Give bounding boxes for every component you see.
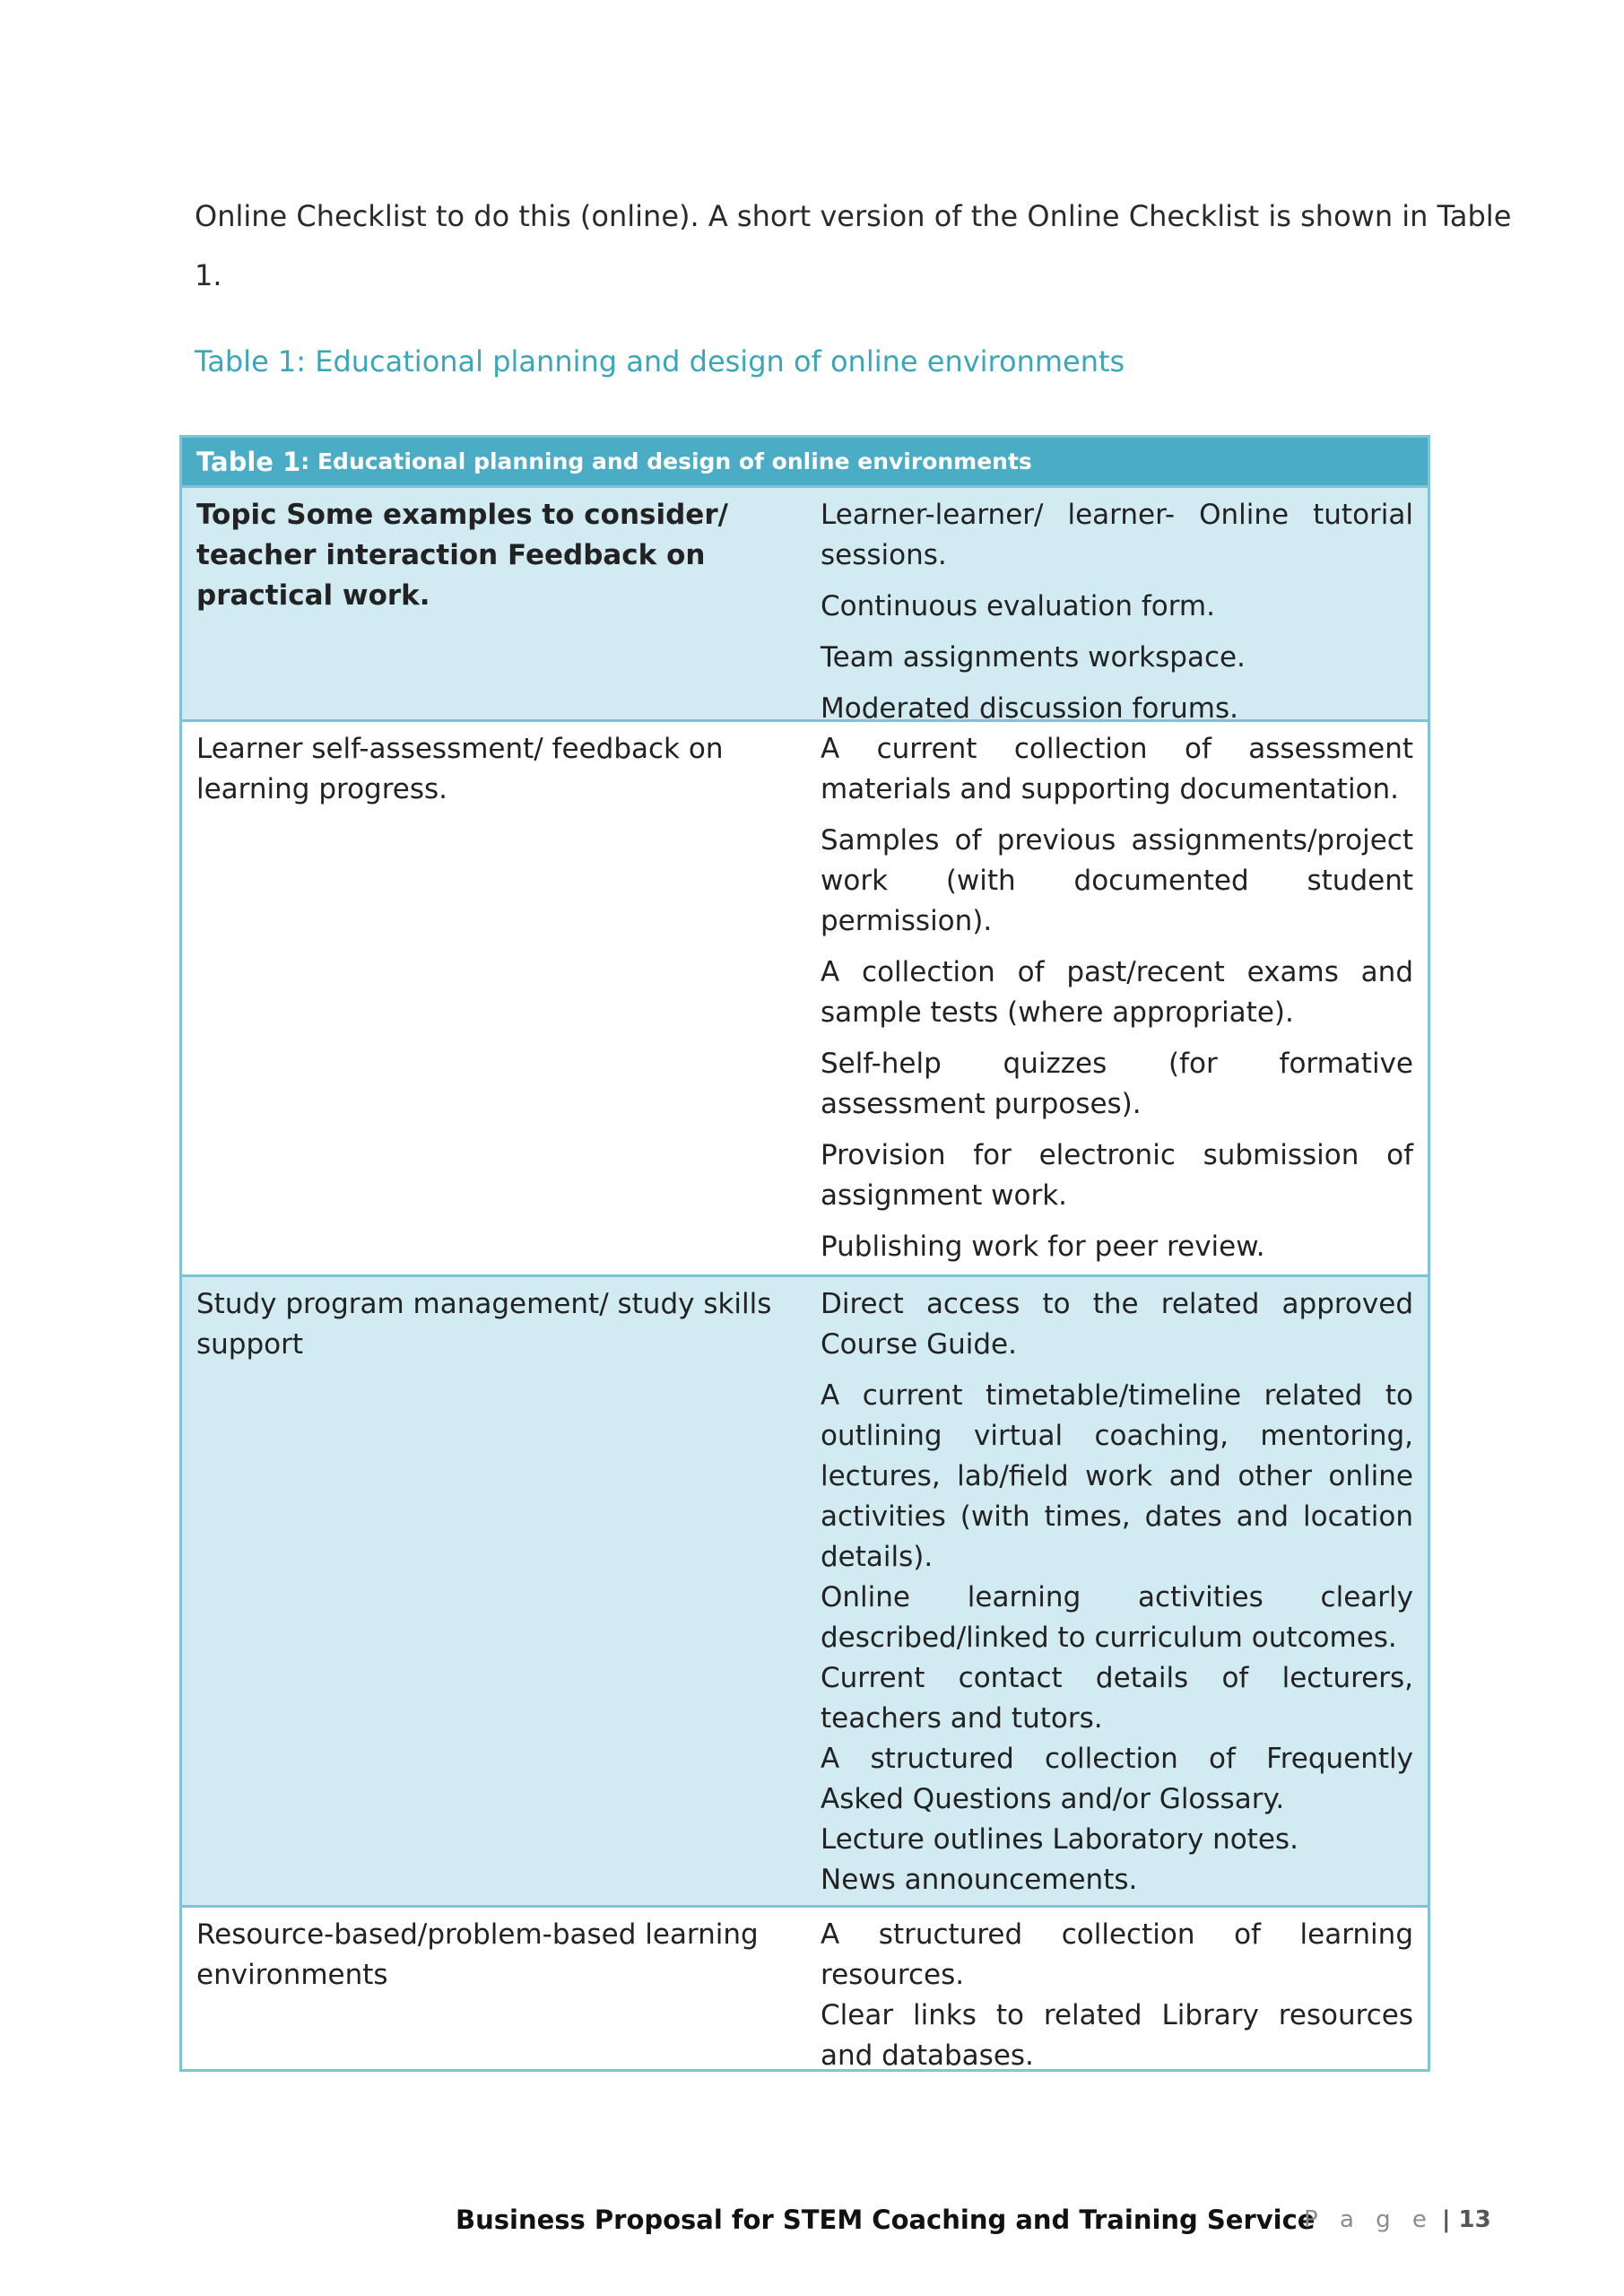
example-item: A current timetable/timeline related to outlining virtual coaching, mentoring, lectures, lab/field work and other online activities (with times, dates and location details). bbox=[821, 1379, 1413, 1573]
example-item: Current contact details of lecturers, teachers and tutors. bbox=[821, 1662, 1413, 1735]
example-item: A structured collection of Frequently Asked Questions and/or Glossary. bbox=[821, 1743, 1413, 1815]
intro-line-2: 1. bbox=[195, 258, 222, 292]
table-caption: Table 1: Educational planning and design of online environments bbox=[195, 344, 1125, 378]
table-row bbox=[182, 1274, 1428, 1905]
example-item: Provision for electronic submission of assignment work. bbox=[821, 1139, 1413, 1212]
example-item: A collection of past/recent exams and sample tests (where appropriate). bbox=[821, 956, 1413, 1029]
example-item: Samples of previous assignments/project work (with documented student permission). bbox=[821, 824, 1413, 937]
table-header-title: : Educational planning and design of online environments bbox=[300, 448, 1032, 474]
example-item: Clear links to related Library resources and databases. bbox=[821, 1999, 1413, 2069]
examples-cell bbox=[810, 722, 1428, 1274]
example-item: Self-help quizzes (for formative assessment purposes). bbox=[821, 1048, 1413, 1120]
table-header bbox=[182, 438, 1428, 488]
checklist-table bbox=[179, 435, 1430, 2072]
example-item: Online learning activities clearly described/linked to curriculum outcomes. bbox=[821, 1581, 1413, 1654]
table-row bbox=[182, 1905, 1428, 2069]
intro-paragraph bbox=[195, 187, 1512, 305]
topic-cell: Resource-based/problem-based learning environments bbox=[196, 1918, 759, 1991]
example-item: Publishing work for peer review. bbox=[821, 1231, 1265, 1263]
page-label: P a g e bbox=[1304, 2206, 1434, 2233]
example-item: Moderated discussion forums. bbox=[821, 692, 1238, 719]
table-row bbox=[182, 488, 1428, 719]
table-header-lead: Table 1 bbox=[196, 446, 301, 477]
topic-cell: Topic Some examples to consider/ teacher interaction Feedback on practical work. bbox=[196, 499, 728, 612]
example-item: A structured collection of learning resources. bbox=[821, 1918, 1413, 1991]
example-item: Continuous evaluation form. bbox=[821, 590, 1215, 622]
intro-line-1: Online Checklist to do this (online). A short version of the Online Checklist is shown in Table bbox=[195, 199, 1512, 233]
example-item: Team assignments workspace. bbox=[821, 641, 1246, 674]
topic-cell: Learner self-assessment/ feedback on learning progress. bbox=[196, 733, 724, 805]
example-item: Lecture outlines Laboratory notes. bbox=[821, 1823, 1298, 1856]
example-item: Learner-learner/ learner- Online tutorial sessions. bbox=[821, 499, 1413, 571]
table-row bbox=[182, 719, 1428, 1274]
examples-cell bbox=[810, 1277, 1428, 1905]
page-number: 13 bbox=[1458, 2206, 1491, 2233]
page-separator: | bbox=[1433, 2206, 1459, 2233]
topic-cell: Study program management/ study skills support bbox=[196, 1288, 772, 1361]
example-item: A current collection of assessment materials and supporting documentation. bbox=[821, 733, 1413, 805]
examples-cell bbox=[810, 1908, 1428, 2069]
footer-document-title: Business Proposal for STEM Coaching and Training Service bbox=[456, 2205, 1316, 2235]
footer-page-number bbox=[1304, 2206, 1491, 2233]
example-item: News announcements. bbox=[821, 1864, 1138, 1896]
examples-cell bbox=[810, 488, 1428, 719]
example-item: Direct access to the related approved Course Guide. bbox=[821, 1288, 1413, 1361]
